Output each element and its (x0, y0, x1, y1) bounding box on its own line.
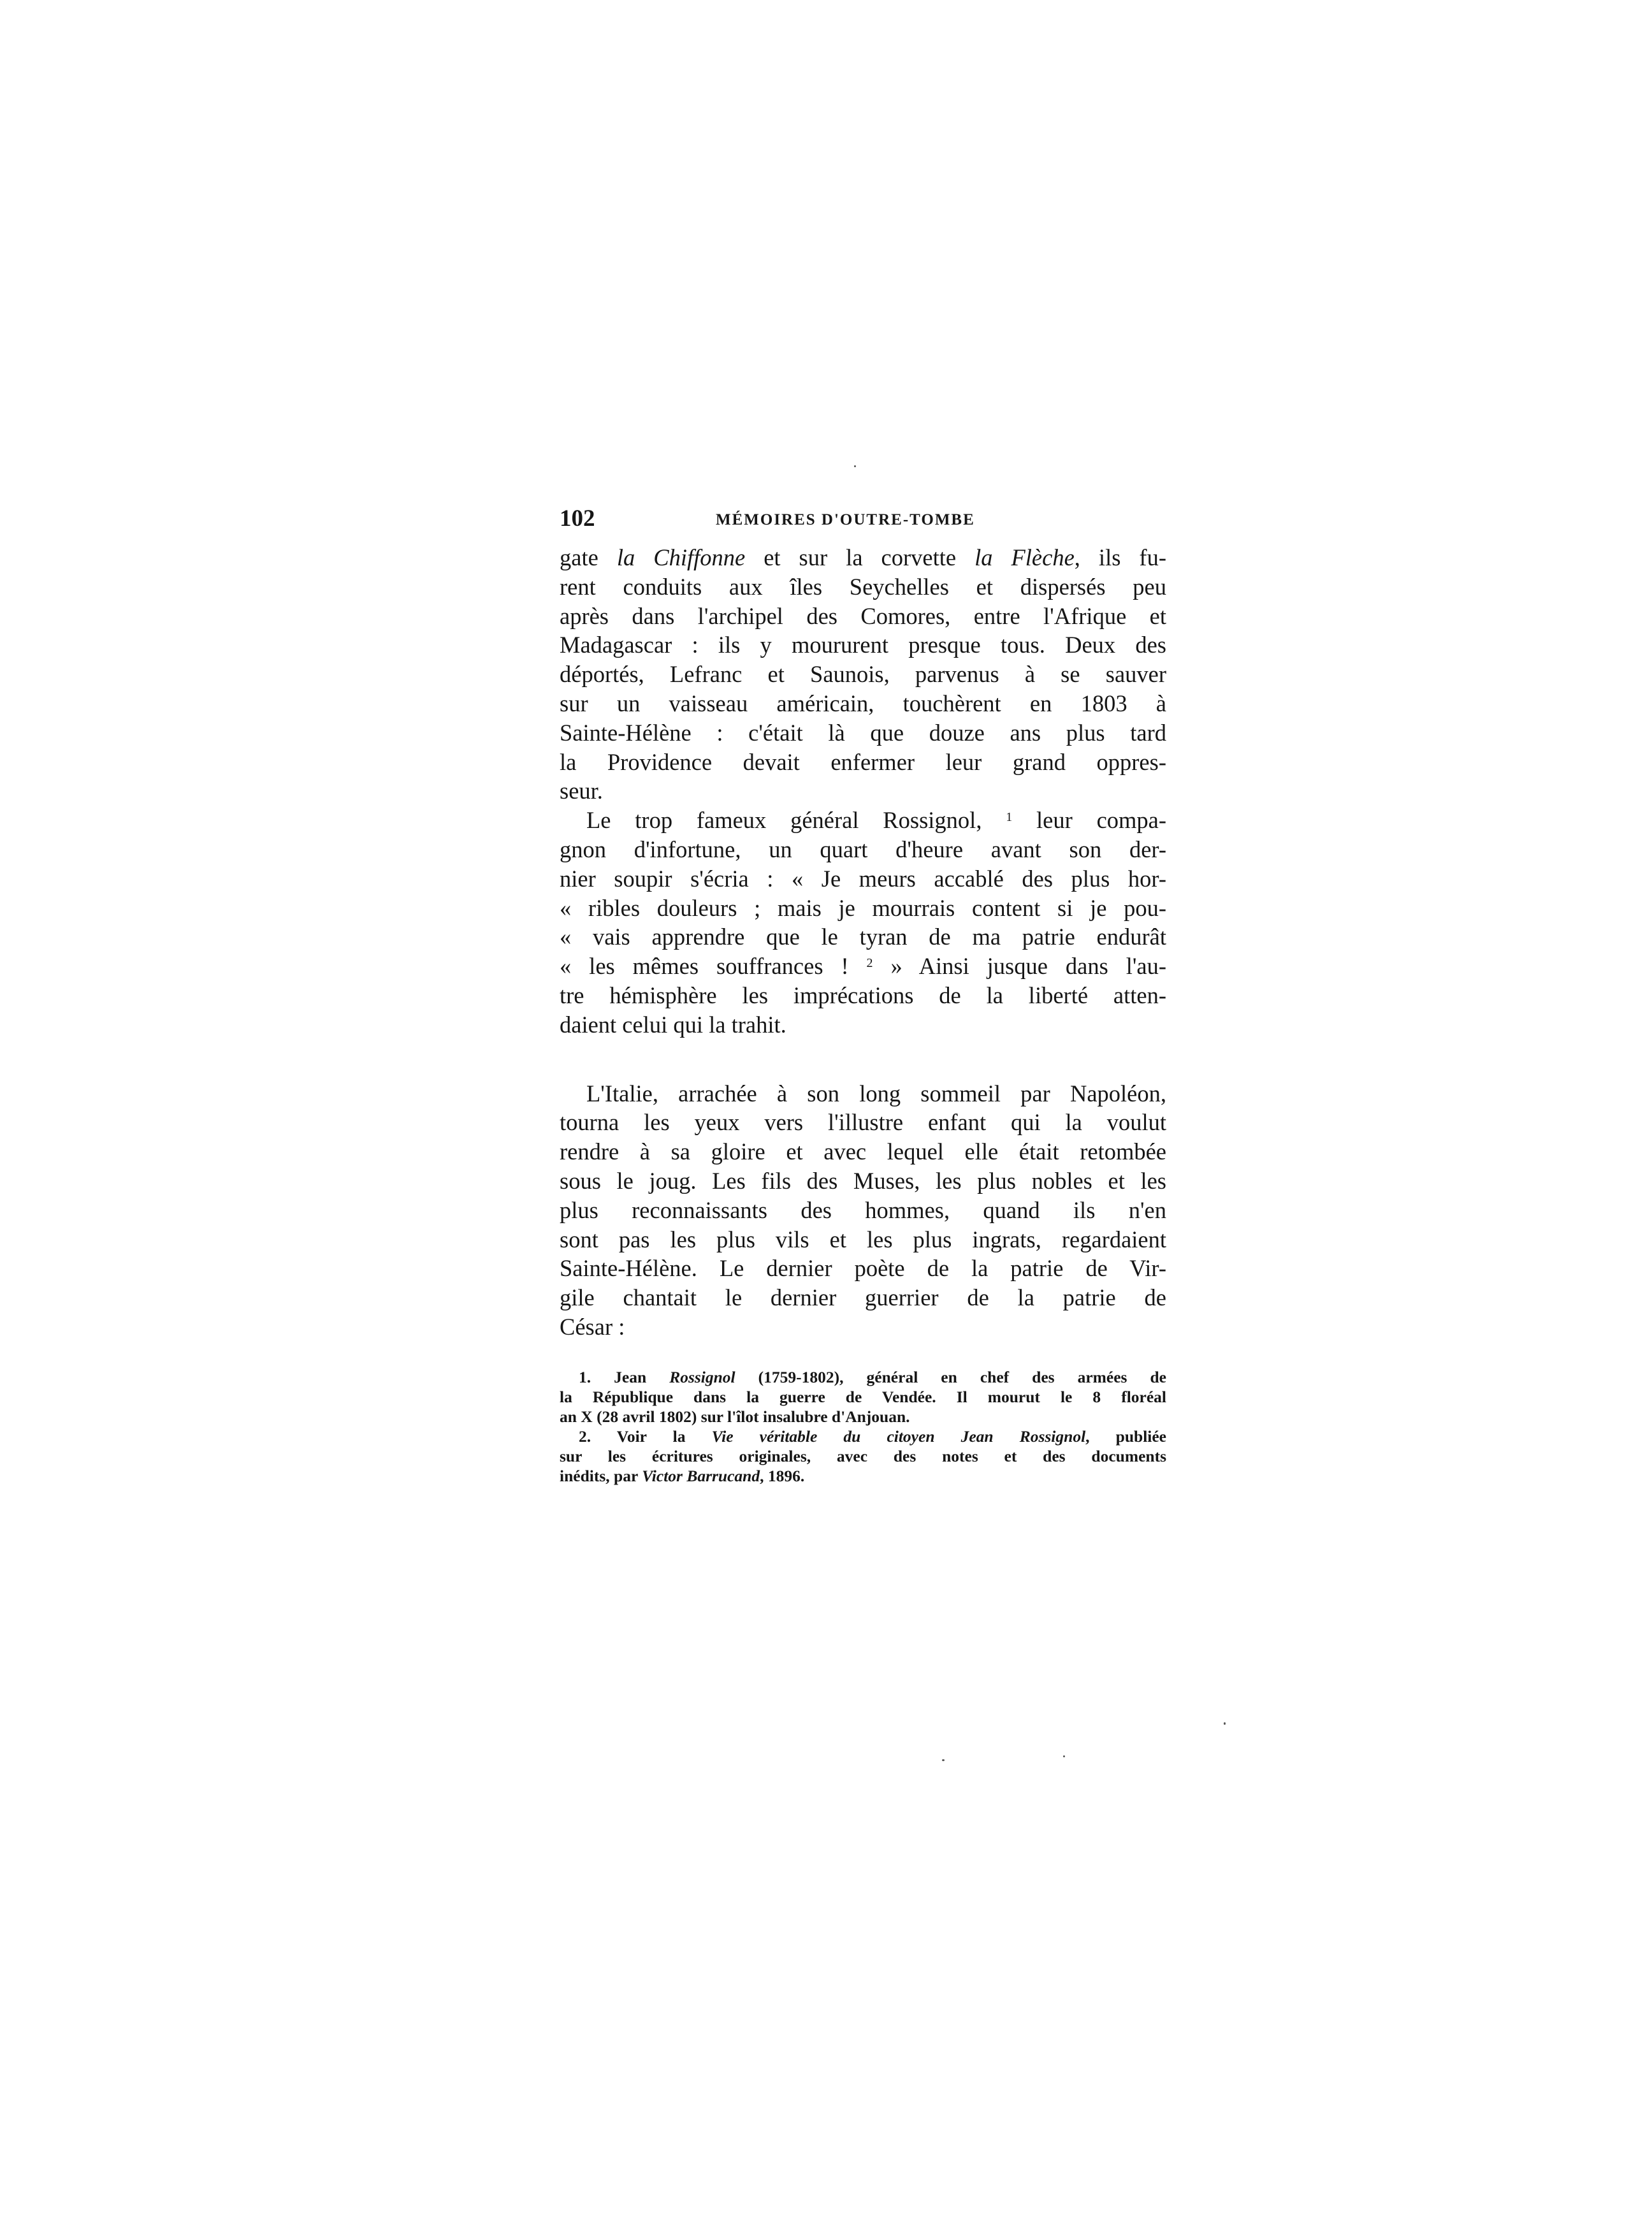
text-line: rendre à sa gloire et avec lequel elle était retombée (560, 1138, 1166, 1165)
text-line: après dans l'archipel des Comores, entre l'Afrique et (560, 602, 1166, 629)
text-line (560, 806, 1166, 835)
text-line: Madagascar : ils y moururent presque tous. Deux des (560, 632, 1166, 658)
text-run: « les mêmes souffrances ! (560, 953, 849, 980)
text-line: déportés, Lefranc et Saunois, parvenus à se sauver (560, 661, 1166, 688)
text-line: sous le joug. Les fils des Muses, les plus nobles et les (560, 1167, 1166, 1194)
footnote-ref-2: 2 (866, 956, 873, 971)
text-line: rent conduits aux îles Seychelles et dispersés peu (560, 573, 1166, 600)
text-run: 2. Voir la (579, 1427, 712, 1446)
text-line: « vais apprendre que le tyran de ma patrie endurât (560, 924, 1166, 950)
running-head (560, 505, 1166, 543)
text-run: , ils fu- (1074, 544, 1166, 570)
text-line: plus reconnaissants des hommes, quand ils n'en (560, 1196, 1166, 1223)
scan-speck (942, 1759, 945, 1761)
text-run: et sur la corvette (745, 544, 975, 570)
scan-speck (1063, 1755, 1065, 1757)
text-run: leur compa- (1012, 807, 1167, 834)
text-run: Rossignol (669, 1367, 735, 1386)
text-run: » Ainsi jusque dans l'au- (873, 953, 1167, 980)
text-line: tre hémisphère les imprécations de la liberté atten- (560, 982, 1166, 1008)
scan-speck (1224, 1722, 1226, 1725)
paragraph-italie (560, 1079, 1166, 1342)
running-title: MÉMOIRES D'OUTRE-TOMBE (716, 511, 975, 528)
scan-speck (854, 465, 856, 467)
text-run: Le trop fameux général Rossignol, (586, 807, 982, 834)
text-run: Vie véritable du citoyen Jean Rossignol (711, 1427, 1086, 1446)
text-line (560, 952, 1166, 981)
text-line (560, 543, 1166, 572)
text-line: daient celui qui la trahit. (560, 1011, 786, 1038)
footnote-1-line (560, 1367, 1166, 1387)
text-line: gile chantait le dernier guerrier de la patrie de (560, 1284, 1166, 1311)
text-line: gnon d'infortune, un quart d'heure avant son der- (560, 836, 1166, 862)
text-line: César : (560, 1313, 625, 1340)
text-line: nier soupir s'écria : « Je meurs accablé des plus hor- (560, 865, 1166, 892)
page-number: 102 (560, 505, 595, 532)
footnote-1-line: an X (28 avril 1802) sur l'îlot insalubre d'Anjouan. (560, 1407, 910, 1426)
text-line: sur un vaisseau américain, touchèrent en 1803 à (560, 690, 1166, 716)
text-line: Sainte-Hélène. Le dernier poète de la patrie de Vir- (560, 1255, 1166, 1282)
text-line: Sainte-Hélène : c'était là que douze ans plus tard (560, 719, 1166, 746)
footnote-1-line: la République dans la guerre de Vendée. Il mourut le 8 floréal (560, 1387, 1166, 1406)
paragraph-rossignol (560, 806, 1166, 1039)
footnote-2-line: sur les écritures originales, avec des notes et des documents (560, 1446, 1166, 1465)
footnote-ref-1: 1 (1006, 810, 1013, 825)
text-run: inédits, par (560, 1466, 642, 1485)
footnote-2-line (560, 1466, 1166, 1486)
text-line: « ribles douleurs ; mais je mourrais content si je pou- (560, 894, 1166, 921)
ship-name-fleche: la Flèche (975, 544, 1075, 570)
text-line: L'Italie, arrachée à son long sommeil par Napoléon, (586, 1080, 1166, 1107)
text-line: seur. (560, 778, 603, 804)
text-line: sont pas les plus vils et les plus ingrats, regardaient (560, 1226, 1166, 1252)
text-run: gate (560, 544, 617, 570)
paragraph-deportation (560, 543, 1166, 806)
text-run: (1759-1802), général en chef des armées de (735, 1367, 1167, 1386)
text-run: Victor Barrucand (642, 1466, 760, 1485)
text-run: , publiée (1085, 1427, 1166, 1446)
text-line: tourna les yeux vers l'illustre enfant qui la voulut (560, 1109, 1166, 1136)
footnotes (560, 1367, 1166, 1486)
text-run: , 1896. (760, 1466, 805, 1485)
text-run: 1. Jean (579, 1367, 670, 1386)
text-line: la Providence devait enfermer leur grand oppres- (560, 748, 1166, 775)
ship-name-chiffonne: la Chiffonne (616, 544, 746, 570)
footnote-2-line (560, 1427, 1166, 1446)
page-text-block (560, 505, 1166, 1486)
